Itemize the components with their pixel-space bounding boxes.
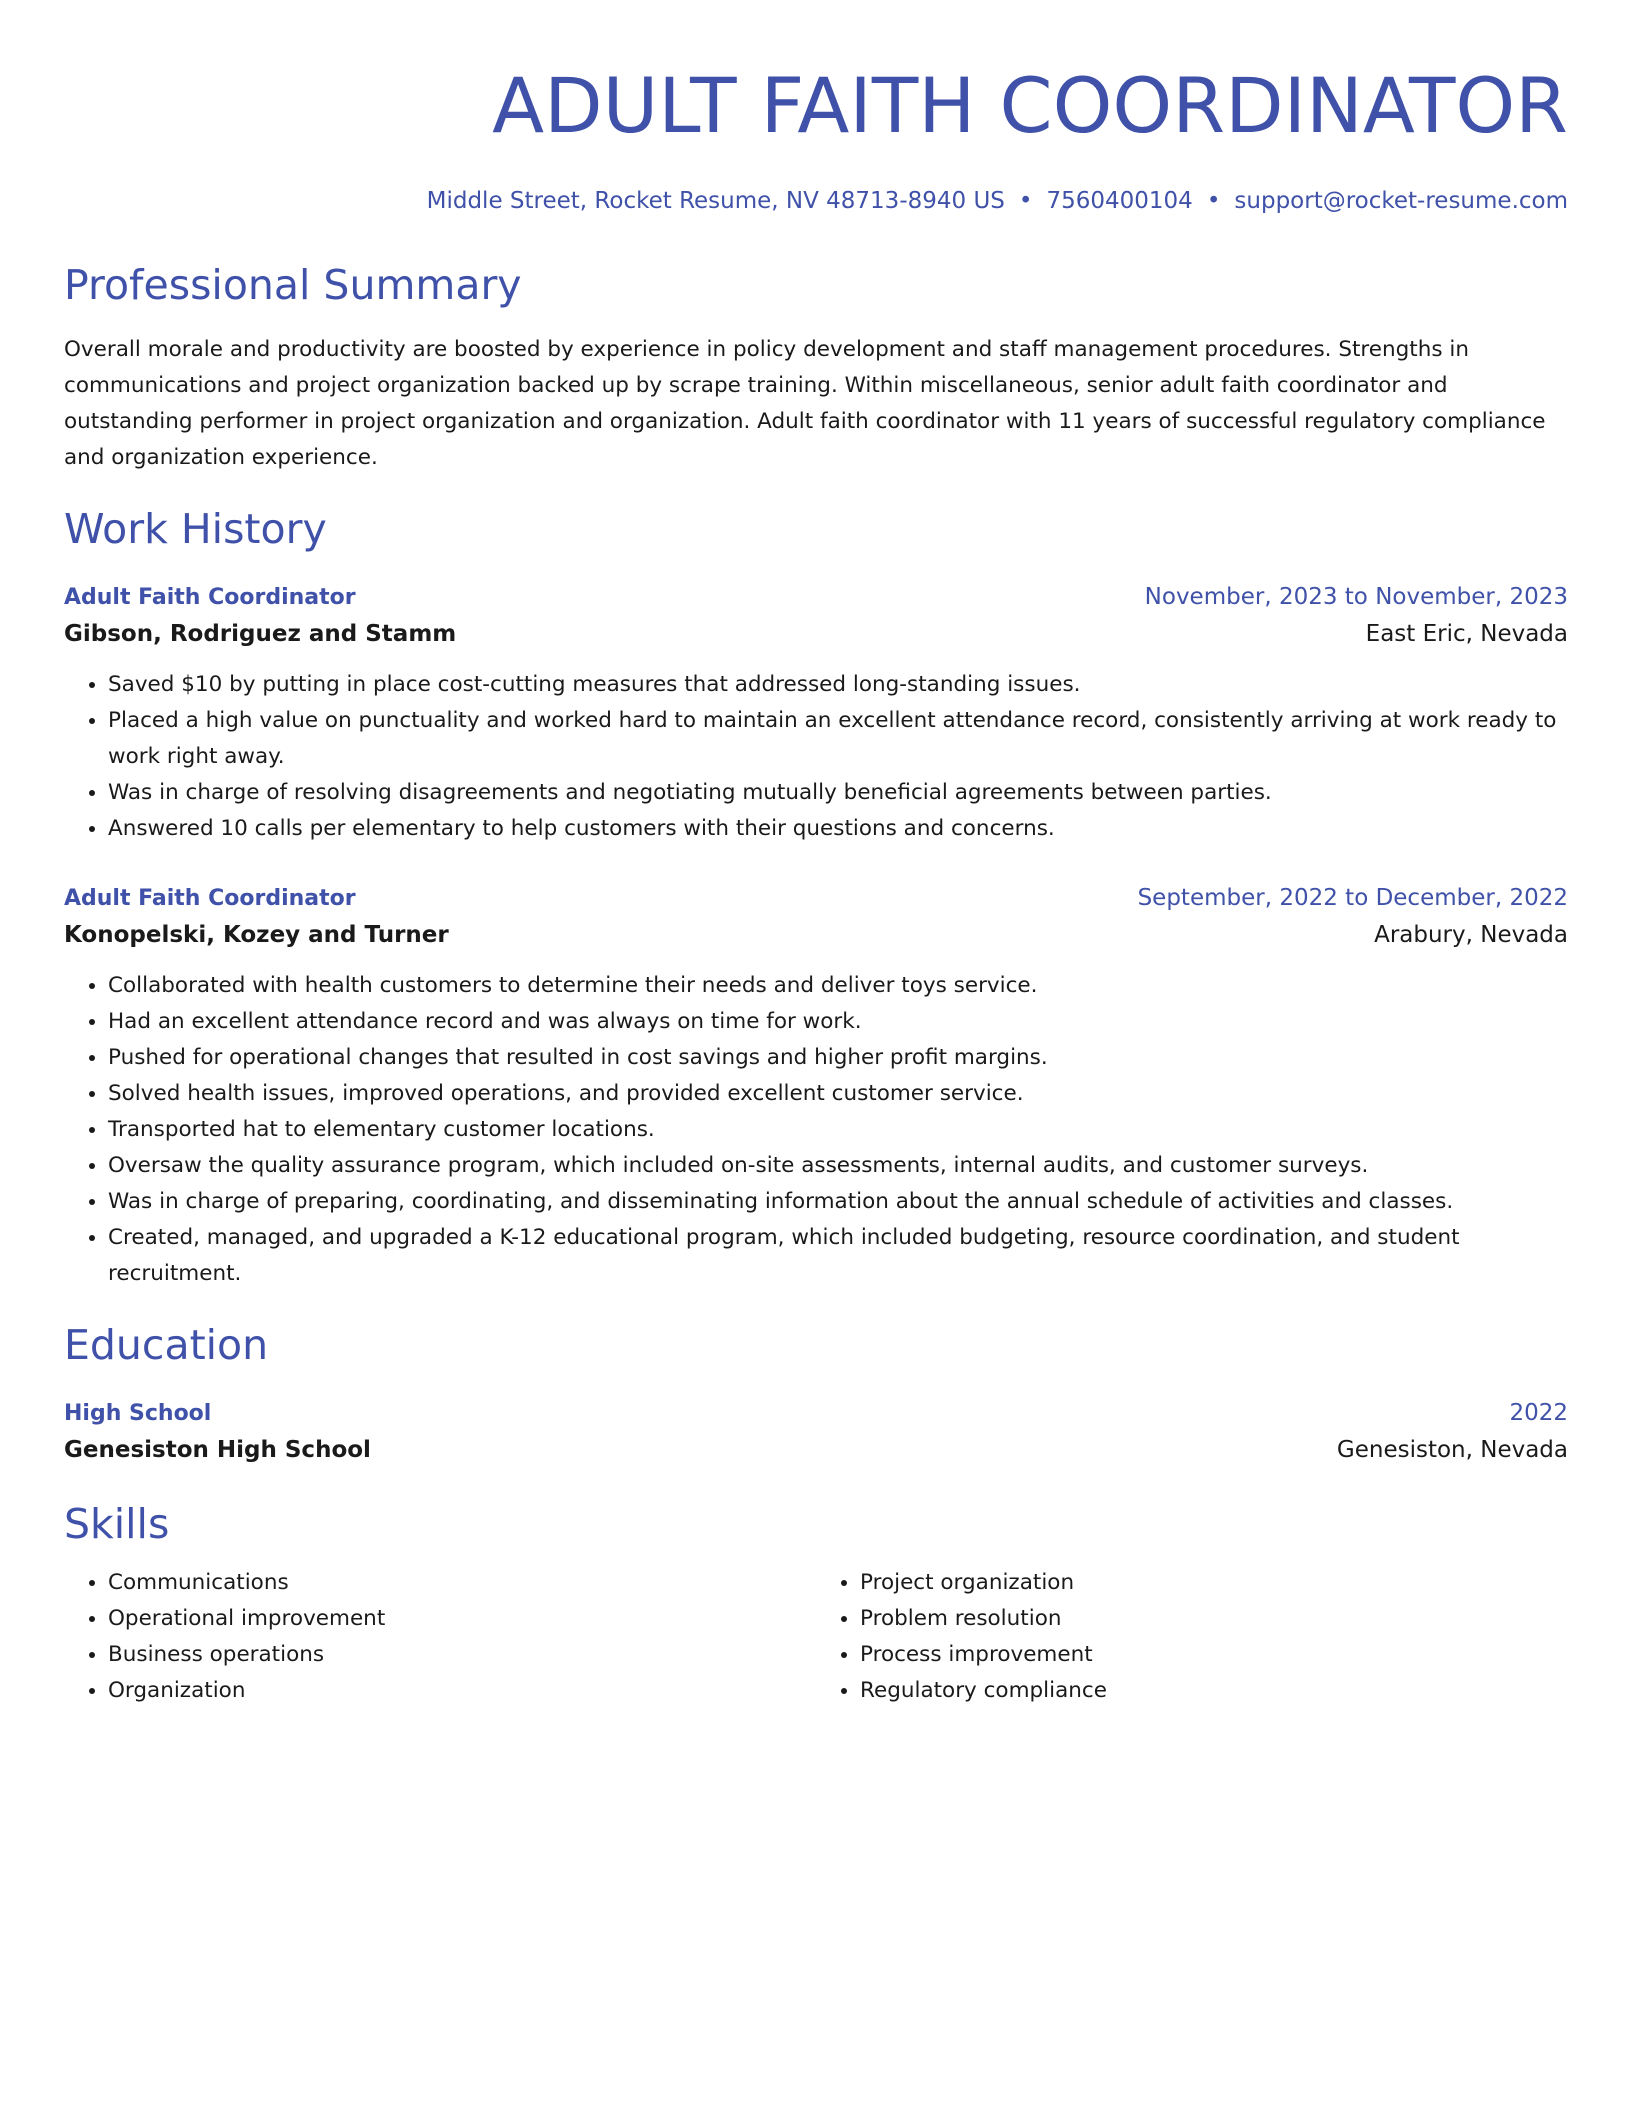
list-item: • Placed a high value on punctuality and worked hard to maintain an excellent attendance record, consistently arriving at work ready to work right away.: [108, 703, 1568, 775]
skill-item: • Problem resolution: [860, 1601, 1568, 1637]
summary-text: Overall morale and productivity are boosted by experience in policy development and staff management procedures. Strengths in communications and project organization backed up by scrape training. Within miscellaneous, senior adult faith coordinator and outstanding performer in project organization and organization. Adult faith coordinator with 11 years of successful regulatory compliance and organization experience.: [64, 337, 1546, 470]
skill-item: • Process improvement: [860, 1637, 1568, 1673]
education-heading: Education: [64, 1321, 269, 1369]
school-name: Genesiston High School: [64, 1437, 371, 1463]
skills-heading: Skills: [64, 1500, 170, 1548]
separator: •: [1206, 188, 1221, 214]
job-title: Adult Faith Coordinator: [64, 886, 356, 911]
company-name: Gibson, Rodriguez and Stamm: [64, 621, 457, 647]
summary-heading: Professional Summary: [64, 261, 522, 309]
resume-title: ADULT FAITH COORDINATOR: [492, 61, 1568, 150]
job-bullets: [64, 968, 1568, 1292]
company-name: Konopelski, Kozey and Turner: [64, 922, 449, 948]
list-item: • Oversaw the quality assurance program, which included on-site assessments, internal audits, and customer surveys.: [108, 1148, 1568, 1184]
address: Middle Street, Rocket Resume, NV 48713-8940 US: [426, 188, 1005, 214]
skill-item: • Operational improvement: [108, 1601, 816, 1637]
list-item: • Collaborated with health customers to determine their needs and deliver toys service.: [108, 968, 1568, 1004]
contact-line: [64, 184, 1568, 218]
job-bullets: [64, 667, 1568, 847]
list-item: • Pushed for operational changes that resulted in cost savings and higher profit margins.: [108, 1040, 1568, 1076]
school-location: Genesiston, Nevada: [1336, 1437, 1568, 1463]
skills-grid: [64, 1565, 1568, 1709]
separator: •: [1018, 188, 1033, 214]
job-entry: [64, 580, 1568, 847]
job-dates: September, 2022 to December, 2022: [1137, 885, 1568, 911]
skill-item: • Organization: [108, 1673, 816, 1709]
education-entry: [64, 1396, 1568, 1469]
list-item: • Transported hat to elementary customer locations.: [108, 1112, 1568, 1148]
job-entry: [64, 881, 1568, 1292]
skill-item: • Project organization: [860, 1565, 1568, 1601]
job-dates: November, 2023 to November, 2023: [1144, 584, 1568, 610]
skills-list-right: [816, 1565, 1568, 1709]
list-item: • Was in charge of preparing, coordinating, and disseminating information about the annual schedule of activities and classes.: [108, 1184, 1568, 1220]
job-location: Arabury, Nevada: [1374, 922, 1568, 948]
list-item: • Created, managed, and upgraded a K-12 educational program, which included budgeting, resource coordination, and student recruitment.: [108, 1220, 1568, 1292]
work-history-heading: Work History: [64, 505, 327, 553]
list-item: • Solved health issues, improved operations, and provided excellent customer service.: [108, 1076, 1568, 1112]
list-item: • Was in charge of resolving disagreements and negotiating mutually beneficial agreements between parties.: [108, 775, 1568, 811]
list-item: • Answered 10 calls per elementary to help customers with their questions and concerns.: [108, 811, 1568, 847]
job-title: Adult Faith Coordinator: [64, 585, 356, 610]
job-location: East Eric, Nevada: [1365, 621, 1568, 647]
education-year: 2022: [1509, 1400, 1568, 1426]
list-item: • Had an excellent attendance record and was always on time for work.: [108, 1004, 1568, 1040]
skill-item: • Business operations: [108, 1637, 816, 1673]
skill-item: • Communications: [108, 1565, 816, 1601]
skill-item: • Regulatory compliance: [860, 1673, 1568, 1709]
email: support@rocket-resume.com: [1234, 188, 1568, 214]
phone: 7560400104: [1046, 188, 1193, 214]
list-item: • Saved $10 by putting in place cost-cutting measures that addressed long-standing issues.: [108, 667, 1568, 703]
skills-list-left: [64, 1565, 816, 1709]
degree: High School: [64, 1401, 212, 1426]
